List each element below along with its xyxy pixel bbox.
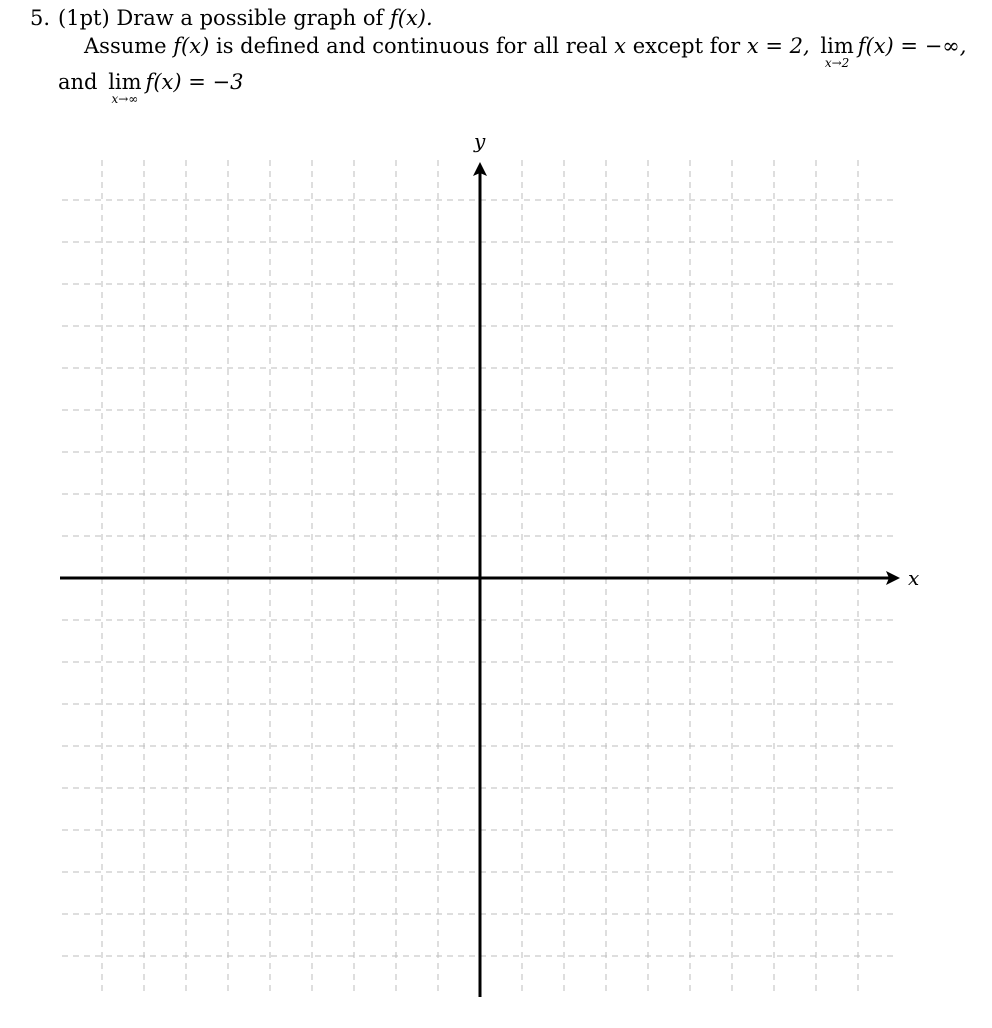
limit-two-subscript: x→∞ (111, 92, 139, 106)
x-axis-label: x (908, 566, 920, 590)
limit-one-subscript: x→2 (824, 56, 850, 70)
function-notation: f(x). (389, 6, 433, 30)
defined-text: is defined and continuous for all real (215, 34, 608, 58)
axes (60, 129, 919, 997)
except-value: x = 2, (746, 34, 810, 58)
and-word: and (58, 70, 98, 94)
limit-two-expression: f(x) = −3 (145, 70, 244, 94)
problem-number: 5. (30, 6, 51, 30)
problem-points: (1pt) (58, 6, 110, 30)
lim-word: lim (820, 34, 854, 58)
limit-one-expression: f(x) = −∞, (857, 34, 967, 58)
lim-word-two: lim (108, 70, 142, 94)
function-f: f(x) (173, 34, 210, 58)
except-text: except for (632, 34, 741, 58)
assume-word: Assume (84, 34, 167, 58)
y-axis-label: y (474, 129, 486, 153)
var-x: x (614, 34, 627, 58)
problem-prompt: Draw a possible graph of (116, 6, 384, 30)
